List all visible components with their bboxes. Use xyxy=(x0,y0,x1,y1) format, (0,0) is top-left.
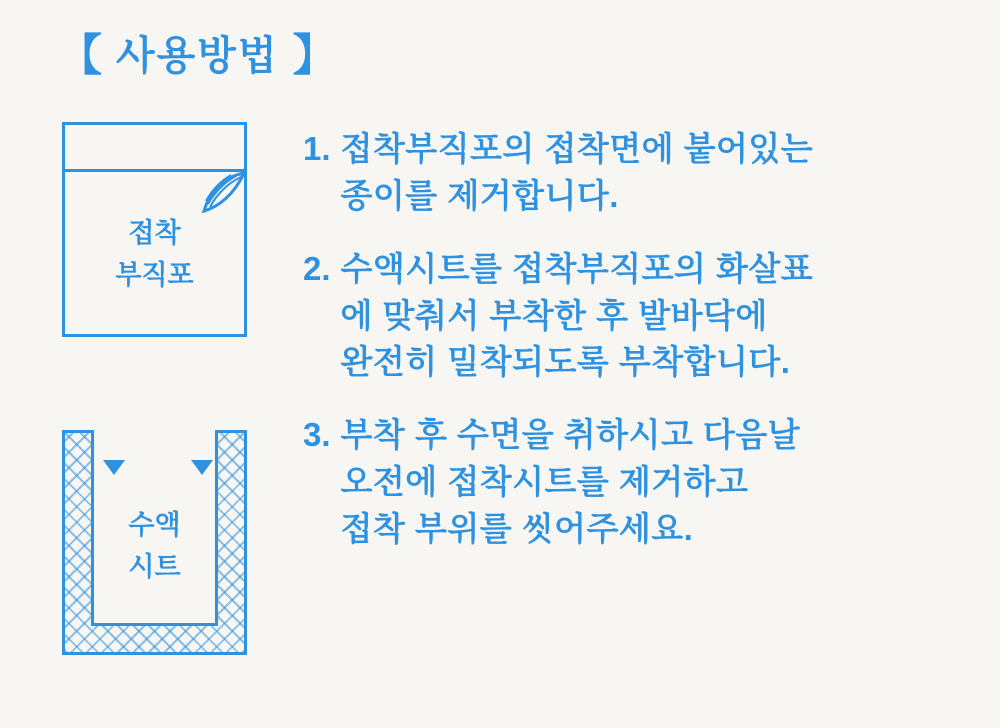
figure-adhesive-label-line-1: 접착 xyxy=(128,218,181,248)
page-title-text: 사용방법 xyxy=(116,34,279,78)
bracket-left-icon: 【 xyxy=(58,31,102,80)
step-number: 2. xyxy=(303,249,331,287)
step-text xyxy=(341,246,983,387)
steps-list xyxy=(303,126,983,579)
figure-liquid-label xyxy=(65,505,244,589)
step-item xyxy=(303,412,983,553)
arrow-down-right-icon xyxy=(191,460,213,475)
step-text-line: 부착 후 수면을 취하시고 다음날 xyxy=(340,416,801,454)
step-text-line: 오전에 접착시트를 제거하고 xyxy=(340,463,749,501)
step-number: 3. xyxy=(303,416,331,454)
page-title xyxy=(58,31,337,80)
step-item xyxy=(303,126,983,220)
step-text-line: 종이를 제거합니다. xyxy=(340,176,619,214)
figure-liquid-label-line-1: 수액 xyxy=(128,510,181,540)
step-text xyxy=(341,412,983,553)
step-text-line: 접착 부위를 씻어주세요. xyxy=(340,510,694,548)
step-text-line: 에 맞춰서 부착한 후 발바닥에 xyxy=(340,296,768,334)
figure-adhesive-label xyxy=(65,213,244,297)
step-text-line: 수액시트를 접착부직포의 화살표 xyxy=(340,249,814,287)
figures-column xyxy=(62,122,267,655)
figure-adhesive-nonwoven xyxy=(62,122,247,337)
figure-liquid-sheet xyxy=(62,430,247,655)
step-number: 1. xyxy=(303,130,331,167)
figure-adhesive-label-line-2: 부직포 xyxy=(115,259,194,290)
step-text-line: 접착부직포의 접착면에 붙어있는 xyxy=(340,130,814,167)
arrow-down-left-icon xyxy=(103,460,125,475)
step-text-line: 완전히 밀착되도록 부착합니다. xyxy=(340,343,791,381)
figure-liquid-label-line-2: 시트 xyxy=(128,551,181,582)
step-item xyxy=(303,246,983,387)
bracket-right-icon: 】 xyxy=(292,31,337,80)
step-text xyxy=(341,126,983,220)
